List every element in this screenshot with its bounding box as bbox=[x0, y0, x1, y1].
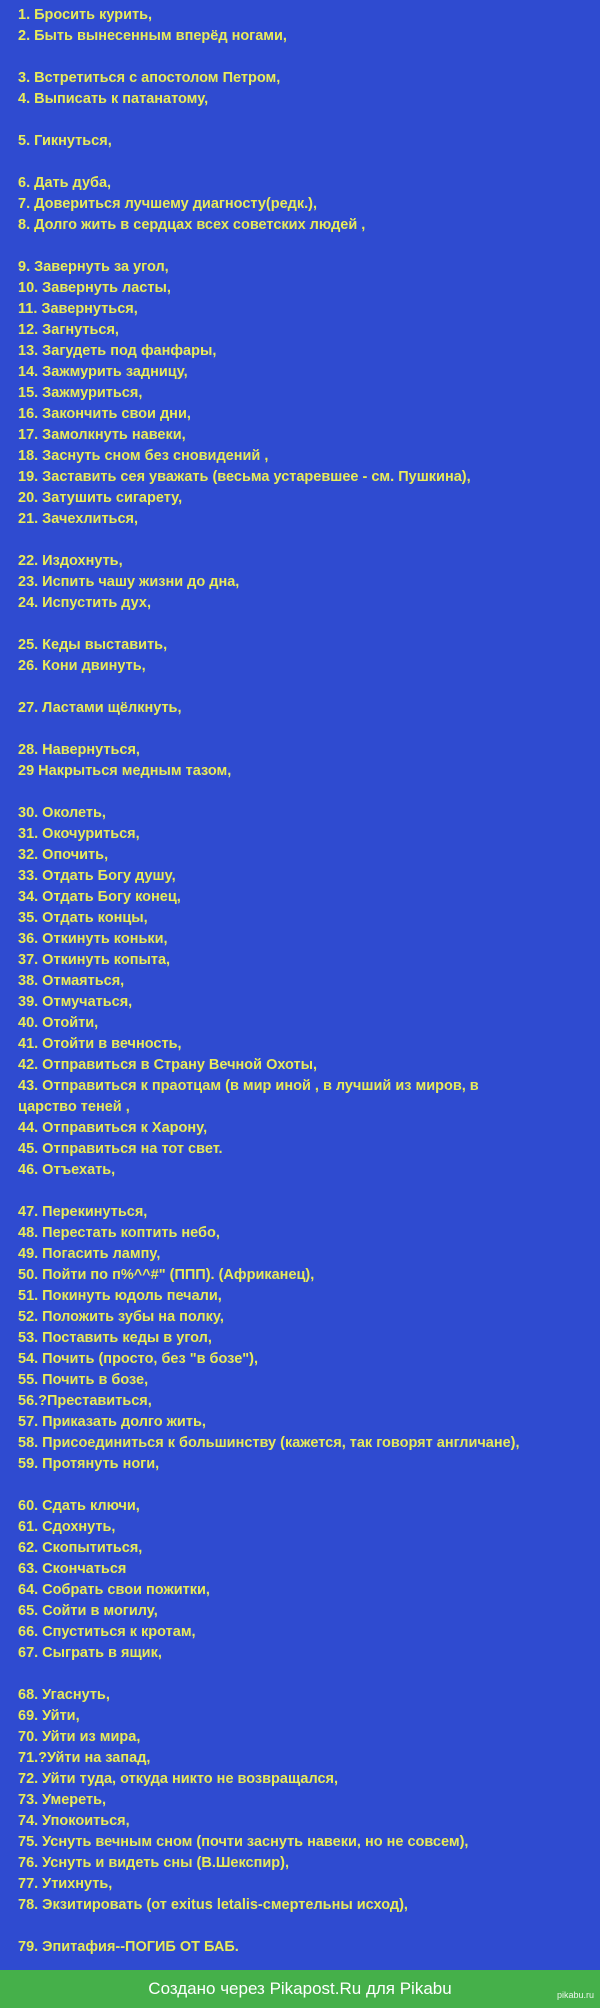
list-item: 40. Отойти, bbox=[18, 1015, 99, 1031]
euphemism-list bbox=[18, 5, 593, 1958]
list-item: 5. Гикнуться, bbox=[18, 133, 112, 149]
list-item: 6. Дать дуба, bbox=[18, 175, 112, 191]
list-item: 73. Умереть, bbox=[18, 1792, 107, 1808]
list-item: 63. Скончаться bbox=[18, 1561, 127, 1577]
list-item: 45. Отправиться на тот свет. bbox=[18, 1141, 223, 1157]
list-item: 36. Откинуть коньки, bbox=[18, 931, 168, 947]
list-spacer bbox=[18, 1664, 593, 1685]
list-item: 41. Отойти в вечность, bbox=[18, 1036, 182, 1052]
list-spacer bbox=[18, 47, 593, 68]
footer-credit: Создано через Pikapost.Ru для Pikabu bbox=[148, 1979, 452, 1998]
list-item: 17. Замолкнуть навеки, bbox=[18, 427, 186, 443]
list-item: 47. Перекинуться, bbox=[18, 1204, 148, 1220]
list-item: 72. Уйти туда, откуда никто не возвращался, bbox=[18, 1771, 339, 1787]
list-item: 26. Кони двинуть, bbox=[18, 658, 146, 674]
list-spacer bbox=[18, 782, 593, 803]
list-spacer bbox=[18, 152, 593, 173]
list-item: 9. Завернуть за угол, bbox=[18, 259, 169, 275]
list-item: 32. Опочить, bbox=[18, 847, 109, 863]
list-item: 38. Отмаяться, bbox=[18, 973, 125, 989]
list-item: 35. Отдать концы, bbox=[18, 910, 148, 926]
list-item: 68. Угаснуть, bbox=[18, 1687, 110, 1703]
list-item: 37. Откинуть копыта, bbox=[18, 952, 171, 968]
list-item: 2. Быть вынесенным вперёд ногами, bbox=[18, 28, 287, 44]
list-item: 33. Отдать Богу душу, bbox=[18, 868, 176, 884]
list-item: 13. Загудеть под фанфары, bbox=[18, 343, 217, 359]
list-item: 61. Сдохнуть, bbox=[18, 1519, 116, 1535]
list-item: 42. Отправиться в Страну Вечной Охоты, bbox=[18, 1057, 318, 1073]
list-item: 69. Уйти, bbox=[18, 1708, 80, 1724]
list-item: 67. Сыграть в ящик, bbox=[18, 1645, 162, 1661]
list-item: 22. Издохнуть, bbox=[18, 553, 123, 569]
list-item: 8. Долго жить в сердцах всех советских людей , bbox=[18, 217, 366, 233]
list-item: 25. Кеды выставить, bbox=[18, 637, 168, 653]
list-item: 44. Отправиться к Харону, bbox=[18, 1120, 208, 1136]
list-item: 79. Эпитафия--ПОГИБ ОТ БАБ. bbox=[18, 1939, 239, 1955]
list-item: 18. Заснуть сном без сновидений , bbox=[18, 448, 269, 464]
list-item: 74. Упокоиться, bbox=[18, 1813, 130, 1829]
list-item: 75. Уснуть вечным сном (почти заснуть навеки, но не совсем), bbox=[18, 1834, 469, 1850]
footer-bar bbox=[0, 1970, 600, 2008]
list-item: 62. Скопытиться, bbox=[18, 1540, 143, 1556]
list-spacer bbox=[18, 1181, 593, 1202]
list-spacer bbox=[18, 530, 593, 551]
list-item: 51. Покинуть юдоль печали, bbox=[18, 1288, 222, 1304]
list-item: царство теней , bbox=[18, 1099, 130, 1115]
list-item: 55. Почить в бозе, bbox=[18, 1372, 149, 1388]
list-item: 11. Завернуться, bbox=[18, 301, 138, 317]
list-spacer bbox=[18, 1916, 593, 1937]
list-spacer bbox=[18, 719, 593, 740]
list-spacer bbox=[18, 236, 593, 257]
list-item: 3. Встретиться с апостолом Петром, bbox=[18, 70, 281, 86]
list-item: 28. Навернуться, bbox=[18, 742, 140, 758]
list-item: 48. Перестать коптить небо, bbox=[18, 1225, 220, 1241]
list-item: 34. Отдать Богу конец, bbox=[18, 889, 181, 905]
list-item: 53. Поставить кеды в угол, bbox=[18, 1330, 212, 1346]
list-item: 71.?Уйти на запад, bbox=[18, 1750, 151, 1766]
list-item: 49. Погасить лампу, bbox=[18, 1246, 161, 1262]
watermark: pikabu.ru bbox=[556, 1990, 594, 2000]
list-item: 54. Почить (просто, без "в бозе"), bbox=[18, 1351, 258, 1367]
list-item: 20. Затушить сигарету, bbox=[18, 490, 183, 506]
list-item: 23. Испить чашу жизни до дна, bbox=[18, 574, 240, 590]
list-item: 19. Заставить сея уважать (весьма устаревшее - см. Пушкина), bbox=[18, 469, 471, 485]
list-item: 56.?Преставиться, bbox=[18, 1393, 152, 1409]
list-item: 46. Отъехать, bbox=[18, 1162, 116, 1178]
list-item: 58. Присоединиться к большинству (кажется, так говорят англичане), bbox=[18, 1435, 520, 1451]
list-item: 7. Довериться лучшему диагносту(редк.), bbox=[18, 196, 318, 212]
list-item: 10. Завернуть ласты, bbox=[18, 280, 171, 296]
list-item: 21. Зачехлиться, bbox=[18, 511, 139, 527]
list-item: 57. Приказать долго жить, bbox=[18, 1414, 206, 1430]
list-item: 66. Спуститься к кротам, bbox=[18, 1624, 196, 1640]
list-item: 70. Уйти из мира, bbox=[18, 1729, 141, 1745]
list-item: 24. Испустить дух, bbox=[18, 595, 151, 611]
list-item: 14. Зажмурить задницу, bbox=[18, 364, 188, 380]
list-spacer bbox=[18, 1475, 593, 1496]
list-item: 43. Отправиться к праотцам (в мир иной , в лучший из миров, в bbox=[18, 1078, 479, 1094]
list-item: 64. Собрать свои пожитки, bbox=[18, 1582, 210, 1598]
list-item: 59. Протянуть ноги, bbox=[18, 1456, 160, 1472]
list-item: 12. Загнуться, bbox=[18, 322, 119, 338]
list-item: 65. Сойти в могилу, bbox=[18, 1603, 158, 1619]
list-item: 60. Сдать ключи, bbox=[18, 1498, 140, 1514]
list-item: 1. Бросить курить, bbox=[18, 7, 153, 23]
list-item: 27. Ластами щёлкнуть, bbox=[18, 700, 182, 716]
list-item: 15. Зажмуриться, bbox=[18, 385, 143, 401]
list-spacer bbox=[18, 677, 593, 698]
list-item: 39. Отмучаться, bbox=[18, 994, 133, 1010]
list-spacer bbox=[18, 614, 593, 635]
list-item: 29 Накрыться медным тазом, bbox=[18, 763, 232, 779]
list-item: 52. Положить зубы на полку, bbox=[18, 1309, 224, 1325]
list-spacer bbox=[18, 110, 593, 131]
list-item: 76. Уснуть и видеть сны (В.Шекспир), bbox=[18, 1855, 290, 1871]
list-item: 50. Пойти по п%^^#" (ППП). (Африканец), bbox=[18, 1267, 315, 1283]
list-item: 31. Окочуриться, bbox=[18, 826, 140, 842]
list-item: 77. Утихнуть, bbox=[18, 1876, 113, 1892]
list-item: 16. Закончить свои дни, bbox=[18, 406, 191, 422]
list-item: 4. Выписать к патанатому, bbox=[18, 91, 209, 107]
list-item: 30. Околеть, bbox=[18, 805, 106, 821]
list-item: 78. Экзитировать (от exitus letalis-смертельны исход), bbox=[18, 1897, 408, 1913]
